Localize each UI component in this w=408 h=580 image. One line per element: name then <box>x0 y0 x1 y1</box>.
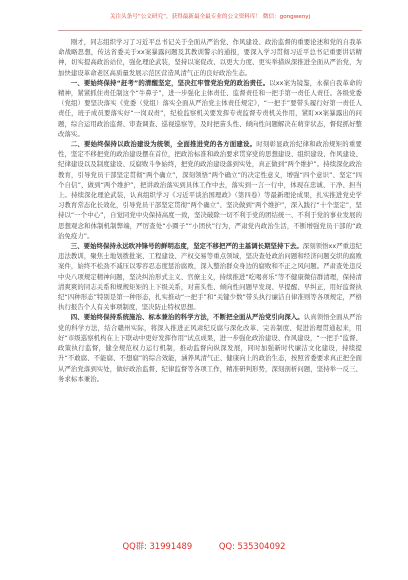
paragraph-text: 刚才，同志组织学习了习近平总书记关于全面从严治党、作风建设、政治监督的重要论述和党的自我革命战略思想，传达省委关于xx案暴露问题及其教训警示的通报，要深入学习贯彻习近平总书记重要讲话精神，切实提高政治站位，强化理论武装，坚持以案促改、以更大力度、更实举措纵深推进全面从严治党，为加快建设革命老区高质量发展示范区营造风清气正的良好政治生态。 <box>58 38 362 77</box>
qq-number: QQ: 535304092 <box>218 541 286 551</box>
promo-line-1: 关注头条号“公文研究”，获得最新最全最专业的公文资料库！ 微信：gongwenyj <box>109 14 311 20</box>
paragraph-text: 以xx案为镜鉴，永葆自我革命的精神，紧紧抓住责任制这个“牛鼻子”，进一步强化主体责任、监督责任和一把手第一责任人责任。各级党委（党组）要坚决落实《党委（党组）落实全面从严治党主体责任规定》，“一把手”要带头履行好第一责任人责任，班子成员要落实好“一岗双责”，纪检监察机关要发挥专责监督专责机关作用，紧盯xx案暴露出的问题，综合运用政治监督、审查调查、巡视巡察等，及时把苗头性、倾向性问题解决在萌芽状态，督促抓好整改落实。 <box>58 78 362 138</box>
paragraph-section-2 <box>58 139 362 241</box>
section-heading: 一、要始终保持“赶考”的清醒坚定，坚决扛牢管党治党的政治责任。 <box>70 78 270 87</box>
contact-footer <box>0 540 408 552</box>
paragraph-section-3 <box>58 241 362 312</box>
section-heading: 四、要始终保持系统施治、标本兼治的科学方法，不断把全面从严治党引向深入。 <box>70 313 304 322</box>
paragraph-text: 深刻领悟xx严重违纪违法教训，聚焦土地划拨批案、工程建设、产权交易等重点领域，坚决查处政治问题和经济问题交织的腐败案件，始终不松劲不减压以零容忍态度惩治腐败，深入整治群众身边的腐败和不正之风问题。严肃查处违反中央八项规定精神问题，坚决纠治形式主义、官僚主义，持续推进“吃喝喜乐”等不健康微信群清理，保持清清爽爽的同志关系和规规矩矩的上下级关系，对苗头性、倾向性问题早发现、早提醒、早纠正，用好监督执纪“四种形态”特别是第一种形态，扎实推动“一把手”和“关键少数”带头执行廉洁自律准则等各项规定，严格执行报告个人有关事项制度，坚决防止特权思想。 <box>58 242 362 312</box>
paragraph-intro <box>58 37 362 78</box>
paragraph-text: 认真领悟全面从严治党的科学方法，结合赣州实际，将深入推进正风肃纪反腐与深化改革、完善制度、促进治理贯通起来，用好“市级巡察机构在上下联动中更好发挥作用”试点成果，进一步强化政治建设、作风建设，“一把手”监督、政策执行监督，健全规范权力运行机制，推动监督向纵深发展，同时加强新时代廉洁文化建设，持续提升“不敢腐、不能腐、不想腐”的综合效能，涵养风清气正、健康向上的政治生态，按照省委要求真正把全面从严治党落到实处，做好政治监督、纪律监督等各项工作，精准研判形势，深刻剖析问题，坚持举一反三、务求标本兼治。 <box>58 313 362 383</box>
section-heading: 三、要始终保持永远吹冲锋号的鲜明态度，坚定不移把严的主基调长期坚持下去。 <box>70 242 303 251</box>
document-body <box>58 37 362 384</box>
header-divider <box>58 30 362 31</box>
paragraph-section-1 <box>58 78 362 139</box>
promo-banner <box>60 14 360 34</box>
qq-group-number: QQ群: 31991489 <box>122 541 193 551</box>
section-heading: 二、要始终保持以政治建设为统领，全面推进党的各方面建设。 <box>70 140 257 149</box>
paragraph-text: 时刻彰显政治纪律和政治规矩的重要性，坚定不移把党的政治建设摆在首位，把政治标准和政治要求贯穿党的思想建设、组织建设、作风建设、纪律建设以及制度建设、反腐败斗争始终，把党的政治建设落到实处，真正做到“两个维护”。持续深化政治教育，引导党员干部坚定贯彻“两个确立”，深刻领悟“两个确立”的决定性意义，增强“四个意识”、坚定“四个自信”、做到“两个维护”，把讲政治落实到具体工作中去，落实到一言一行中，体现在忠诚、干净、担当上。持续深化理论武装，认真组织学习《习近平谈治国理政》（第四卷）等最新理论成果，扎实推进党史学习教育常态化长效化，引导党员干部坚定贯彻“两个确立”、坚决做到“两个维护”，深入践行“十个坚定”，坚持以“一个中心”，自觉同党中央保持高度一致，坚决破除一切不利于党的团结统一、不利于党的事业发展的思想观念和体制机制弊端，严厉查处“小圈子”“小团伙”行为，严肃党内政治生活，不断增强党员干部的“政治免疫力”。 <box>58 140 362 240</box>
paragraph-section-4 <box>58 312 362 383</box>
